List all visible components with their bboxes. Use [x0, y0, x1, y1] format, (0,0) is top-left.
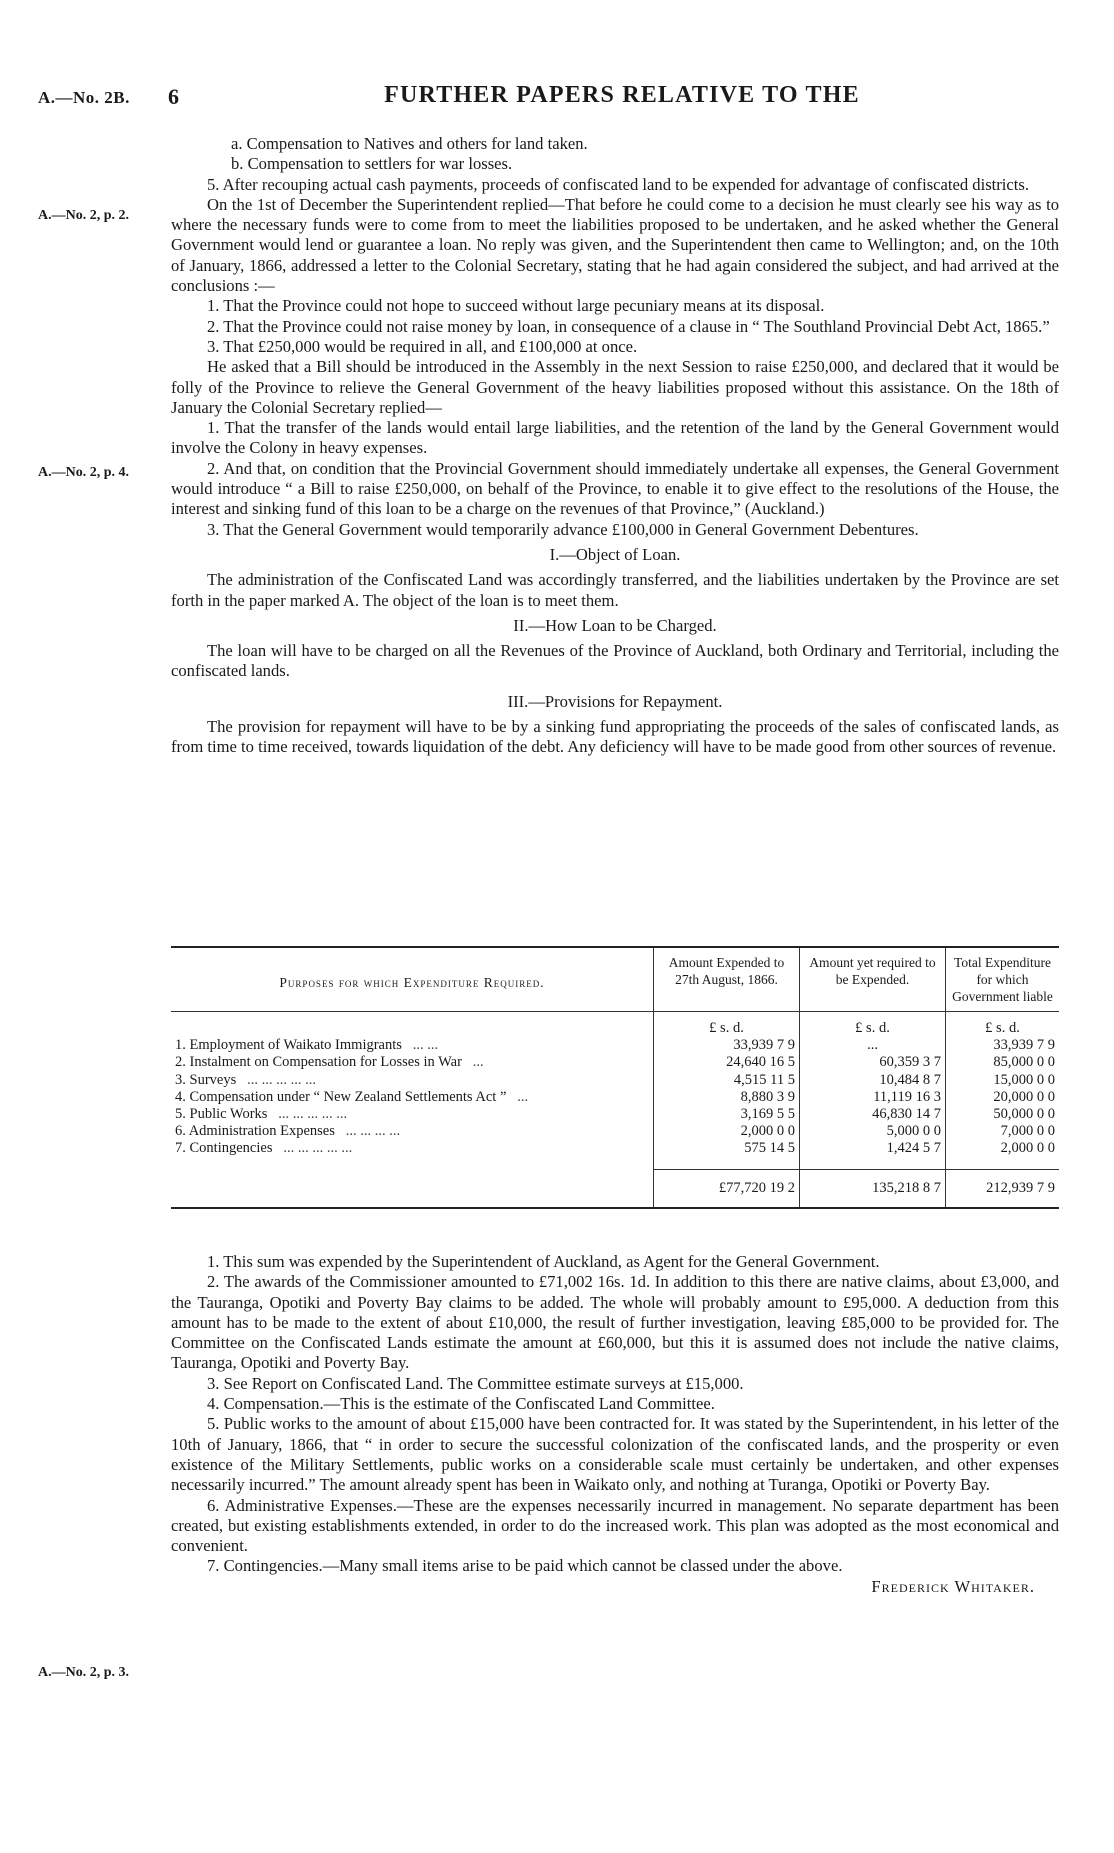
cell-total: 7,000 0 0	[1000, 1123, 1055, 1140]
paragraph-december-reply: On the 1st of December the Superintendent replied—That before he could come to a decision he must clearly see his way as to where the necessary funds were to come from to meet the liabilities proposed to be undertaken, and he asked whether the General Government would lend or guarantee a loan. No reply was given, and the Superintendent then came to Wellington; and, on the 10th of January, 1866, addressed a letter to the Colonial Secretary, stating that he had again considered the subject, and had arrived at the conclusions :—	[171, 194, 1059, 296]
leader-dots: ... ... ... ... ...	[247, 1071, 316, 1088]
note-3: 3. See Report on Confiscated Land. The Committee estimate surveys at £15,000.	[207, 1373, 744, 1393]
table-row	[171, 1140, 1059, 1169]
table-row	[171, 1089, 1059, 1106]
section-text-repayment: The provision for repayment will have to be by a sinking fund appropriating the proceeds of the sales of confiscated lands, as from time to time received, towards liquidation of the debt. Any deficiency will have to be made good from other sources of revenue.	[171, 717, 1059, 757]
cell-total: 85,000 0 0	[993, 1054, 1055, 1071]
row-purpose: 6. Administration Expenses	[175, 1123, 335, 1140]
cell-total: 20,000 0 0	[993, 1088, 1055, 1105]
cell-required: ...	[800, 1037, 946, 1054]
section-text-loan-charged: The loan will have to be charged on all the Revenues of the Province of Auckland, both Ordinary and Territorial, including the confiscated lands.	[171, 641, 1059, 681]
table-header-row	[171, 948, 1059, 1012]
cell-required: 60,359 3 7	[800, 1054, 946, 1071]
conclusion-2: 2. That the Province could not raise money by loan, in consequence of a clause in “ The Southland Provincial Debt Act, 1865.”	[207, 316, 1050, 336]
leader-dots: ... ... ... ...	[345, 1123, 401, 1140]
units-label: £ s. d.	[800, 1012, 946, 1037]
section-heading-object-of-loan: I.—Object of Loan.	[549, 544, 681, 564]
column-header-expended: Amount Expended to 27th August, 1866.	[654, 948, 800, 1012]
total-liable: 212,939 7 9	[946, 1170, 1060, 1208]
total-required: 135,218 8 7	[800, 1170, 946, 1208]
table-row	[171, 1054, 1059, 1071]
expenditure-table	[171, 946, 1059, 1209]
table-row	[171, 1037, 1059, 1054]
signature: Frederick Whitaker.	[871, 1576, 1035, 1596]
row-purpose: 5. Public Works	[175, 1106, 268, 1123]
explanatory-notes	[171, 1252, 1059, 1597]
cell-expended: 2,000 0 0	[654, 1123, 800, 1140]
leader-dots: ... ...	[412, 1037, 439, 1054]
reply-3: 3. That the General Government would temporarily advance £100,000 in General Government Debentures.	[207, 519, 919, 539]
table-row	[171, 1123, 1059, 1140]
column-header-purposes: Purposes for which Expenditure Required.	[279, 975, 545, 990]
reply-1: 1. That the transfer of the lands would entail large liabilities, and the retention of the land by the General Government would involve the Colony in heavy expenses.	[171, 418, 1059, 458]
section-heading-loan-charged: II.—How Loan to be Charged.	[513, 615, 717, 635]
conclusion-3: 3. That £250,000 would be required in all, and £100,000 at once.	[207, 336, 638, 356]
running-header	[38, 82, 1076, 112]
cell-expended: 24,640 16 5	[654, 1054, 800, 1071]
cell-required: 11,119 16 3	[800, 1089, 946, 1106]
cell-expended: 33,939 7 9	[654, 1037, 800, 1054]
units-row	[171, 1012, 1059, 1037]
document-reference: A.—No. 2B.	[38, 88, 130, 107]
column-header-required: Amount yet required to be Expended.	[800, 948, 946, 1012]
leader-dots: ... ... ... ... ...	[278, 1106, 348, 1123]
cell-total: 2,000 0 0	[1000, 1140, 1055, 1157]
table-row	[171, 1072, 1059, 1089]
note-4: 4. Compensation.—This is the estimate of the Confiscated Land Committee.	[207, 1394, 715, 1414]
note-5: 5. Public works to the amount of about £15,000 have been contracted for. It was stated by the Superintendent, in his letter of the 10th of January, 1866, that “ in order to secure the successful colonization of the confiscated lands, and the prosperity or even existence of the Military Settlements, public works on a considerable scale must certainly be undertaken, and other expenses necessarily incurred.” The amount already spent has been in Waikato only, and nothing at Turanga, Opotiki or Poverty Bay.	[171, 1414, 1059, 1495]
cell-total: 15,000 0 0	[993, 1071, 1055, 1088]
leader-dots: ...	[472, 1054, 484, 1071]
cell-required: 1,424 5 7	[800, 1140, 946, 1169]
totals-row	[171, 1170, 1059, 1208]
cell-required: 46,830 14 7	[800, 1106, 946, 1123]
page-title: FURTHER PAPERS RELATIVE TO THE	[384, 82, 860, 108]
paragraph-bill-request: He asked that a Bill should be introduced in the Assembly in the next Session to raise £250,000, and declared that it would be folly of the Province to relieve the General Government of the heavy liabilities proposed without this assistance. On the 18th of January the Colonial Secretary replied—	[171, 357, 1059, 417]
note-1: 1. This sum was expended by the Superintendent of Auckland, as Agent for the General Government.	[207, 1252, 880, 1271]
cell-total: 33,939 7 9	[993, 1037, 1055, 1054]
reply-2: 2. And that, on condition that the Provincial Government should immediately undertake all expenses, the General Government would introduce “ a Bill to raise £250,000, on behalf of the Province, to enable it to give effect to the resolutions of the House, the interest and sinking fund of this loan to be a charge on the revenues of that Province,” (Auckland.)	[171, 458, 1059, 519]
cell-expended: 3,169 5 5	[654, 1106, 800, 1123]
units-label: £ s. d.	[985, 1020, 1020, 1036]
paragraph-item-a: a. Compensation to Natives and others for land taken.	[231, 134, 588, 153]
total-expended: £77,720 19 2	[654, 1170, 800, 1208]
row-purpose: 2. Instalment on Compensation for Losses in War	[175, 1054, 462, 1071]
section-heading-repayment: III.—Provisions for Repayment.	[507, 691, 723, 711]
note-6: 6. Administrative Expenses.—These are the expenses necessarily incurred in management. No separate department has been created, but existing establishments extended, in order to do the increased work. This plan was adopted as the most economical and convenient.	[171, 1495, 1059, 1556]
conclusion-1: 1. That the Province could not hope to succeed without large pecuniary means at its disposal.	[207, 296, 825, 316]
page-number: 6	[168, 84, 179, 109]
cell-expended: 575 14 5	[654, 1140, 800, 1169]
note-2: 2. The awards of the Commissioner amounted to £71,002 16s. 1d. In addition to this there are native claims, about £3,000, and the Tauranga, Opotiki and Poverty Bay claims to be added. The whole will probably amount to £95,000. A deduction from this amount has to be made to the extent of about £10,000, the result of further investigation, leaving £85,000 to be provided for. The Committee on the Confiscated Lands estimate the amount at £60,000, but this it is assumed does not include the native claims, Tauranga, Opotiki and Poverty Bay.	[171, 1272, 1059, 1373]
cell-required: 5,000 0 0	[800, 1123, 946, 1140]
margin-note-ref-3: A.—No. 2, p. 3.	[38, 1665, 130, 1680]
leader-dots: ...	[517, 1088, 529, 1105]
body-text	[171, 134, 1059, 758]
leader-dots: ... ... ... ... ...	[283, 1140, 353, 1157]
row-purpose: 3. Surveys	[175, 1071, 237, 1088]
row-purpose: 4. Compensation under “ New Zealand Settlements Act ”	[175, 1088, 507, 1105]
paragraph-item-b: b. Compensation to settlers for war losses.	[231, 154, 513, 174]
row-purpose: 1. Employment of Waikato Immigrants	[175, 1037, 402, 1054]
cell-expended: 4,515 11 5	[654, 1072, 800, 1089]
cell-expended: 8,880 3 9	[654, 1089, 800, 1106]
paragraph-item-5: 5. After recouping actual cash payments, proceeds of confiscated land to be expended for advantage of confiscated districts.	[207, 174, 1029, 194]
column-header-total: Total Expenditure for which Government liable	[952, 955, 1053, 1004]
margin-note-ref-2: A.—No. 2, p. 4.	[38, 465, 130, 480]
cell-total: 50,000 0 0	[993, 1106, 1055, 1123]
section-text-object-of-loan: The administration of the Confiscated Land was accordingly transferred, and the liabilities undertaken by the Province are set forth in the paper marked A. The object of the loan is to meet them.	[171, 570, 1059, 610]
table-row	[171, 1106, 1059, 1123]
margin-note-ref-1: A.—No. 2, p. 2.	[38, 208, 130, 223]
cell-required: 10,484 8 7	[800, 1072, 946, 1089]
note-7: 7. Contingencies.—Many small items arise to be paid which cannot be classed under the above.	[207, 1556, 843, 1576]
units-label: £ s. d.	[654, 1012, 800, 1037]
row-purpose: 7. Contingencies	[175, 1140, 273, 1157]
